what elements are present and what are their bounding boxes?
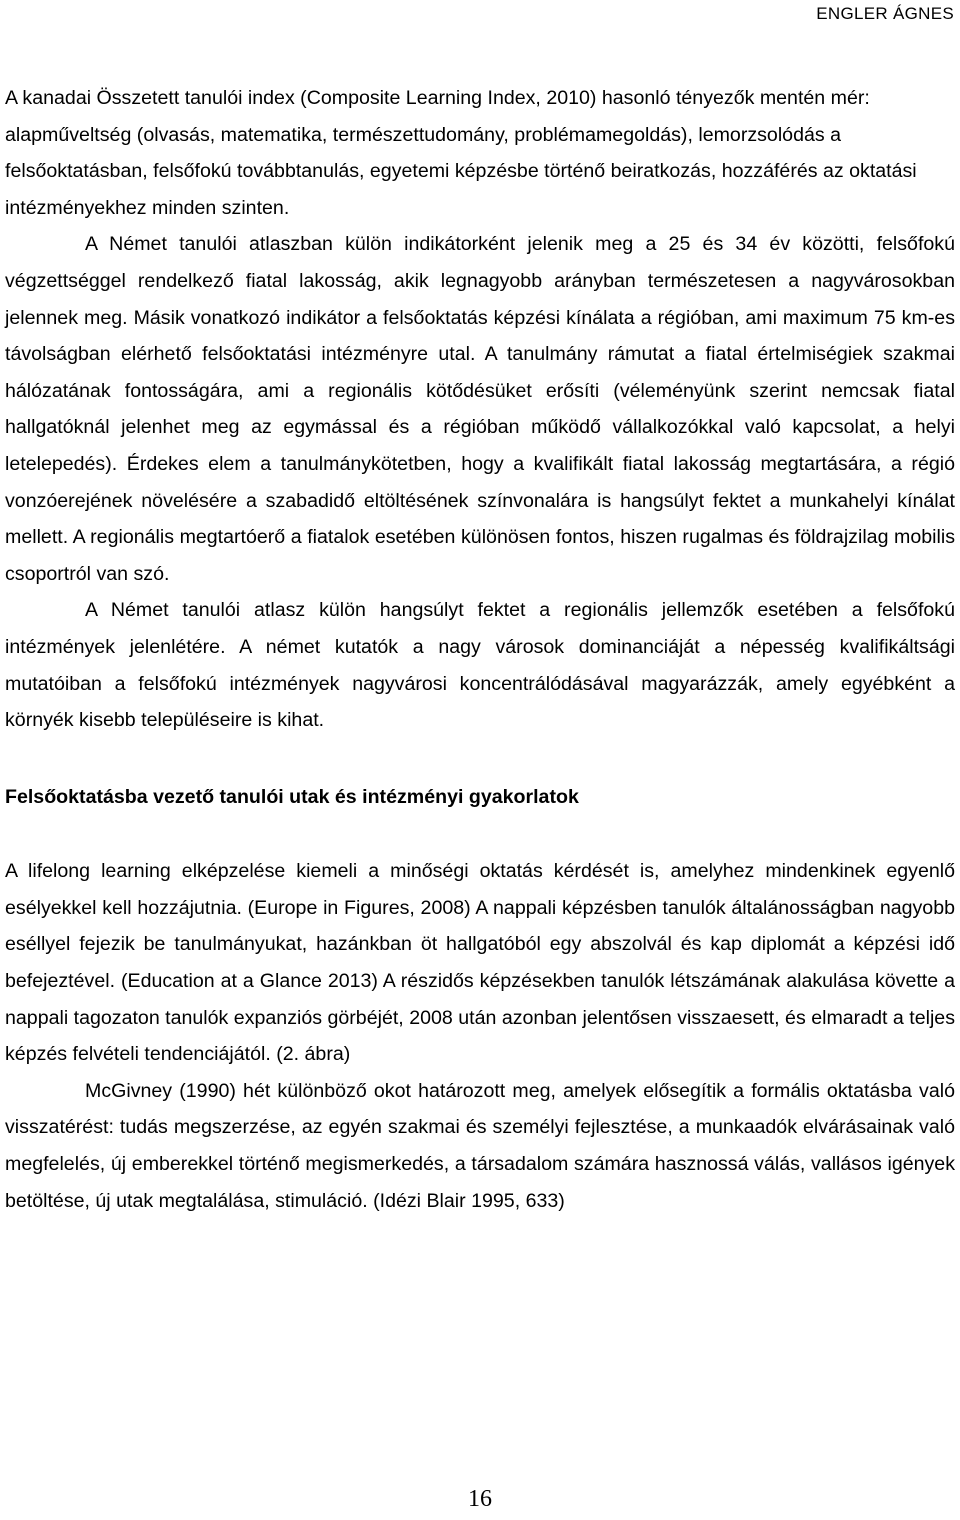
paragraph-composite-learning-index: A kanadai Összetett tanulói index (Composite Learning Index, 2010) hasonló tényezők mentén mér: alapműveltség (olvasás, matematika, természettudomány, problémamegoldás), lemorzsolódás a felsőoktatásban, felsőfokú továbbtanulás, egyetemi képzésbe történő beiratkozás, hozzáférés az oktatási intézményekhez minden szinten. (5, 87, 917, 219)
document-body (5, 80, 955, 1219)
paragraph-german-atlas-indicators: A Német tanulói atlaszban külön indikátorként jelenik meg a 25 és 34 év közötti, felsőfokú végzettséggel rendelkező fiatal lakosság, akik legnagyobb arányban természetesen a nagyvárosokban jelennek meg. Másik vonatkozó indikátor a felsőoktatás képzési kínálata a régióban, ami maximum 75 km-es távolságban elérhető felsőoktatási intézményre utal. A tanulmány rámutat a fiatal értelmiségiek szakmai hálózatának fontosságára, ami a regionális kötődésüket erősíti (véleményünk szerint nemcsak fiatal hallgatóknál jelenhet meg az egymással és a régióban működő vállalkozókkal való kapcsolat, a helyi letelepedés). Érdekes elem a tanulmánykötetben, hogy a kvalifikált fiatal lakosság megtartására, a régió vonzóerejének növelésére a szabadidő eltöltésének színvonalára is hangsúlyt fektet a munkahelyi kínálat mellett. A regionális megtartóerő a fiatalok esetében különösen fontos, hiszen rugalmas és földrajzilag mobilis csoportról van szó. (5, 233, 955, 585)
page-number: 16 (468, 1486, 492, 1512)
paragraph-mcgivney: McGivney (1990) hét különböző okot határozott meg, amelyek elősegítik a formális oktatásba való visszatérést: tudás megszerzése, az egyén szakmai és személyi fejlesztése, a munkaadók elvárásainak való megfelelés, új emberekkel történő megismerkedés, a társadalom számára hasznossá válás, vallásos igények betöltése, új utak megtalálása, stimuláció. (Idézi Blair 1995, 633) (5, 1079, 955, 1212)
paragraph-german-atlas-regional: A Német tanulói atlasz külön hangsúlyt fektet a regionális jellemzők esetében a felsőfokú intézmények jelenlétére. A német kutatók a nagy városok dominanciáját a népesség kvalifikáltsági mutatóiban a felsőfokú intézmények nagyvárosi koncentrálódásával magyarázzák, amely egyébként a környék kisebb településeire is kihat. (5, 599, 955, 732)
running-header-author: ENGLER ÁGNES (816, 4, 954, 23)
paragraph-lifelong-learning: A lifelong learning elképzelése kiemeli a minőségi oktatás kérdését is, amelyhez mindenkinek egyenlő esélyekkel kell hozzájutnia. (Europe in Figures, 2008) A nappali képzésben tanulók általánosságban nagyobb eséllyel fejezik be tanulmányukat, hazánkban öt hallgatóból egy abszolvál és kap diplomát a képzési idő befejeztével. (Education at a Glance 2013) A részidős képzésekben tanulók létszámának alakulása követte a nappali tagozaton tanulók expanziós görbéjét, 2008 után azonban jelentősen visszaesett, és elmaradt a teljes képzés felvételi tendenciájától. (2. ábra) (5, 860, 955, 1066)
section-heading: Felsőoktatásba vezető tanulói utak és intézményi gyakorlatok (5, 785, 579, 808)
